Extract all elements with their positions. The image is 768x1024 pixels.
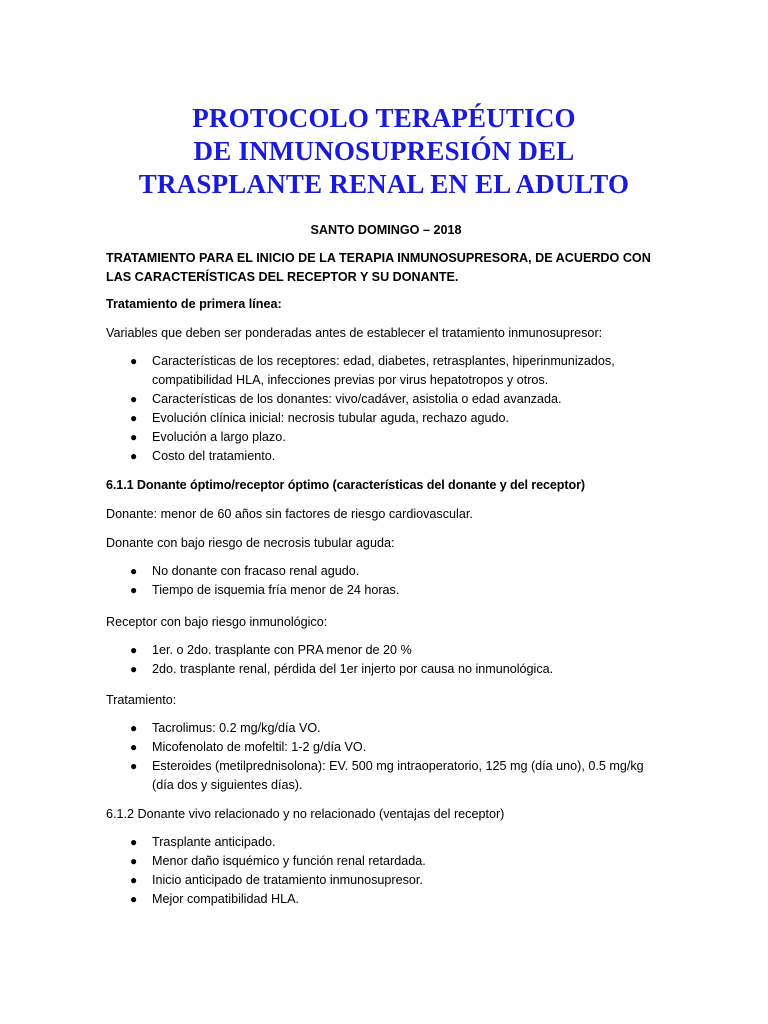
list-item bbox=[106, 738, 666, 757]
bullet-icon: ● bbox=[130, 721, 138, 735]
list-item-text: No donante con fracaso renal agudo. bbox=[152, 564, 360, 578]
donor-low-risk: Donante con bajo riesgo de necrosis tubular aguda: bbox=[106, 536, 395, 550]
title-line-2: DE INMUNOSUPRESIÓN DEL bbox=[193, 136, 575, 166]
title-line-1: PROTOCOLO TERAPÉUTICO bbox=[192, 103, 576, 133]
list-item bbox=[106, 447, 666, 466]
receptor-low-risk-list bbox=[106, 641, 666, 679]
list-item-text: Características de los donantes: vivo/cadáver, asistolia o edad avanzada. bbox=[152, 392, 562, 406]
list-item-text: Tiempo de isquemia fría menor de 24 horas. bbox=[152, 583, 400, 597]
list-item-text: Esteroides (metilprednisolona): EV. 500 mg intraoperatorio, 125 mg (día uno), 0.5 mg/kg (día dos y siguientes días). bbox=[152, 759, 644, 792]
list-item-text: Micofenolato de mofeltil: 1-2 g/día VO. bbox=[152, 740, 367, 754]
list-item-text: Costo del tratamiento. bbox=[152, 449, 276, 463]
document-body bbox=[106, 221, 666, 909]
list-item-text: Menor daño isquémico y función renal retardada. bbox=[152, 854, 426, 868]
list-item bbox=[106, 890, 666, 909]
bullet-icon: ● bbox=[130, 449, 138, 463]
list-item bbox=[106, 719, 666, 738]
list-item-text: Evolución a largo plazo. bbox=[152, 430, 286, 444]
list-item bbox=[106, 562, 666, 581]
section-612-heading: 6.1.2 Donante vivo relacionado y no relacionado (ventajas del receptor) bbox=[106, 807, 505, 821]
first-line-heading: Tratamiento de primera línea: bbox=[106, 297, 282, 311]
bullet-icon: ● bbox=[130, 854, 138, 868]
list-item bbox=[106, 871, 666, 890]
bullet-icon: ● bbox=[130, 583, 138, 597]
donor-criteria: Donante: menor de 60 años sin factores de riesgo cardiovascular. bbox=[106, 507, 473, 521]
list-item-text: Evolución clínica inicial: necrosis tubular aguda, rechazo agudo. bbox=[152, 411, 510, 425]
list-item-text: Trasplante anticipado. bbox=[152, 835, 276, 849]
variables-intro: Variables que deben ser ponderadas antes de establecer el tratamiento inmunosupresor: bbox=[106, 326, 603, 340]
treatment-list bbox=[106, 719, 666, 795]
bullet-icon: ● bbox=[130, 759, 138, 773]
list-item bbox=[106, 833, 666, 852]
bullet-icon: ● bbox=[130, 835, 138, 849]
list-item bbox=[106, 660, 666, 679]
bullet-icon: ● bbox=[130, 643, 138, 657]
list-item-text: Características de los receptores: edad, diabetes, retrasplantes, hiperinmunizados, compatibilidad HLA, infecciones previas por virus hepatotropos y otros. bbox=[152, 354, 615, 387]
bullet-icon: ● bbox=[130, 873, 138, 887]
bullet-icon: ● bbox=[130, 430, 138, 444]
list-item bbox=[106, 757, 666, 795]
section-611-heading: 6.1.1 Donante óptimo/receptor óptimo (características del donante y del receptor) bbox=[106, 478, 585, 492]
bullet-icon: ● bbox=[130, 411, 138, 425]
bullet-icon: ● bbox=[130, 354, 138, 368]
treatment-label: Tratamiento: bbox=[106, 693, 177, 707]
list-item bbox=[106, 428, 666, 447]
bullet-icon: ● bbox=[130, 392, 138, 406]
list-item-text: 1er. o 2do. trasplante con PRA menor de 20 % bbox=[152, 643, 412, 657]
place-date: SANTO DOMINGO – 2018 bbox=[310, 223, 462, 237]
bullet-icon: ● bbox=[130, 892, 138, 906]
document-title bbox=[0, 102, 768, 201]
bullet-icon: ● bbox=[130, 740, 138, 754]
section-612-list bbox=[106, 833, 666, 909]
list-item bbox=[106, 409, 666, 428]
list-item bbox=[106, 581, 666, 600]
list-item-text: Inicio anticipado de tratamiento inmunosupresor. bbox=[152, 873, 423, 887]
list-item bbox=[106, 352, 666, 390]
bullet-icon: ● bbox=[130, 564, 138, 578]
list-item bbox=[106, 852, 666, 871]
donor-low-risk-list bbox=[106, 562, 666, 600]
list-item-text: Mejor compatibilidad HLA. bbox=[152, 892, 299, 906]
list-item bbox=[106, 641, 666, 660]
title-line-3: TRASPLANTE RENAL EN EL ADULTO bbox=[138, 169, 630, 199]
receptor-low-risk: Receptor con bajo riesgo inmunológico: bbox=[106, 615, 328, 629]
list-item-text: 2do. trasplante renal, pérdida del 1er injerto por causa no inmunológica. bbox=[152, 662, 554, 676]
bullet-icon: ● bbox=[130, 662, 138, 676]
intro-heading: TRATAMIENTO PARA EL INICIO DE LA TERAPIA INMUNOSUPRESORA, DE ACUERDO CON LAS CARACTERÍSTICAS DEL RECEPTOR Y SU DONANTE. bbox=[106, 251, 651, 284]
list-item-text: Tacrolimus: 0.2 mg/kg/día VO. bbox=[152, 721, 321, 735]
list-item bbox=[106, 390, 666, 409]
variables-list bbox=[106, 352, 666, 466]
